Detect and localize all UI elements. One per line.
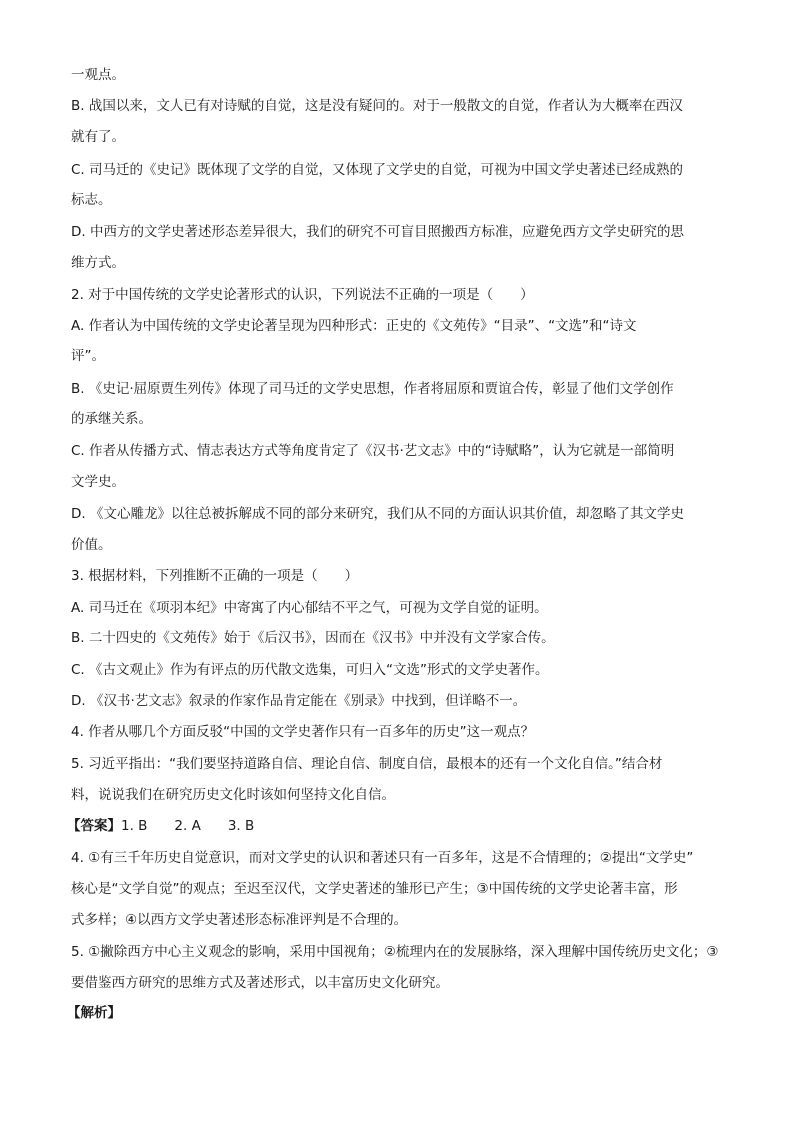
answer-line: 式多样；④以西方文学史著述形态标准评判是不合理的。 (71, 912, 408, 928)
text-line: 料，说说我们在研究历史文化时该如何坚持文化自信。 (71, 787, 395, 803)
text-line: 价值。 (71, 537, 112, 553)
option-c: C. 司马迁的《史记》既体现了文学的自觉，又体现了文学史的自觉，可视为中国文学史著述已经成熟的 (71, 162, 684, 178)
option-c: C. 作者从传播方式、情志表达方式等角度肯定了《汉书·艺文志》中的“诗赋略”，认为它就是一部简明 (71, 443, 675, 459)
answer-line: 4. ①有三千年历史自觉意识，而对文学史的认识和著述只有一百多年，这是不合情理的；②提出“文学史” (71, 850, 694, 866)
question-2: 2. 对于中国传统的文学史论著形式的认识，下列说法不正确的一项是（ ） (71, 287, 534, 303)
text-line: 维方式。 (71, 255, 125, 271)
option-d: D. 《文心雕龙》以往总被拆解成不同的部分来研究，我们从不同的方面认识其价值，却忽略了其文学史 (71, 506, 684, 522)
option-a: A. 作者认为中国传统的文学史论著呈现为四种形式：正史的《文苑传》“目录”、“文选”和“诗文 (71, 318, 637, 334)
text-line: 评”。 (71, 348, 105, 364)
option-d: D. 《汉书·艺文志》叙录的作家作品肯定能在《别录》中找到，但详略不一。 (71, 693, 527, 709)
answer-choices: 1. B 2. A 3. B (121, 818, 255, 834)
text-line: 文学史。 (71, 474, 125, 490)
text-line: 的承继关系。 (71, 411, 152, 427)
answer-tag: 【答案】 (67, 818, 121, 834)
option-b: B. 二十四史的《文苑传》始于《后汉书》，因而在《汉书》中并没有文学家合传。 (71, 630, 555, 646)
option-b: B. 战国以来，文人已有对诗赋的自觉，这是没有疑问的。对于一般散文的自觉，作者认为大概率在西汉 (71, 98, 683, 114)
text-line: 一观点。 (71, 67, 125, 83)
answer-line: 5. ①撇除西方中心主义观念的影响，采用中国视角；②梳理内在的发展脉络，深入理解中国传统历史文化；③ (71, 944, 719, 960)
question-4: 4. 作者从哪几个方面反驳“中国的文学史著作只有一百多年的历史”这一观点？ (71, 724, 535, 740)
option-a: A. 司马迁在《项羽本纪》中寄寓了内心郁结不平之气，可视为文学自觉的证明。 (71, 600, 548, 616)
question-3: 3. 根据材料，下列推断不正确的一项是（ ） (71, 568, 359, 584)
option-d: D. 中西方的文学史著述形态差异很大，我们的研究不可盲目照搬西方标准，应避免西方文学史研究的思 (71, 224, 684, 240)
option-b: B. 《史记·屈原贾生列传》体现了司马迁的文学史思想，作者将屈原和贾谊合传，彰显了他们文学创作 (71, 381, 674, 397)
answer-line: 核心是“文学自觉”的观点；至迟至汉代，文学史著述的雏形已产生；③中国传统的文学史论著丰富，形 (71, 881, 678, 897)
option-c: C. 《古文观止》作为有评点的历代散文选集，可归入“文选”形式的文学史著作。 (71, 662, 549, 678)
text-line: 就有了。 (71, 129, 125, 145)
analysis-tag: 【解析】 (67, 1005, 121, 1021)
answer-row (67, 816, 254, 836)
question-5: 5. 习近平指出：“我们要坚持道路自信、理论自信、制度自信，最根本的还有一个文化自信。”结合材 (71, 756, 663, 772)
answer-line: 要借鉴西方研究的思维方式及著述形式，以丰富历史文化研究。 (71, 975, 449, 991)
text-line: 标志。 (71, 192, 112, 208)
